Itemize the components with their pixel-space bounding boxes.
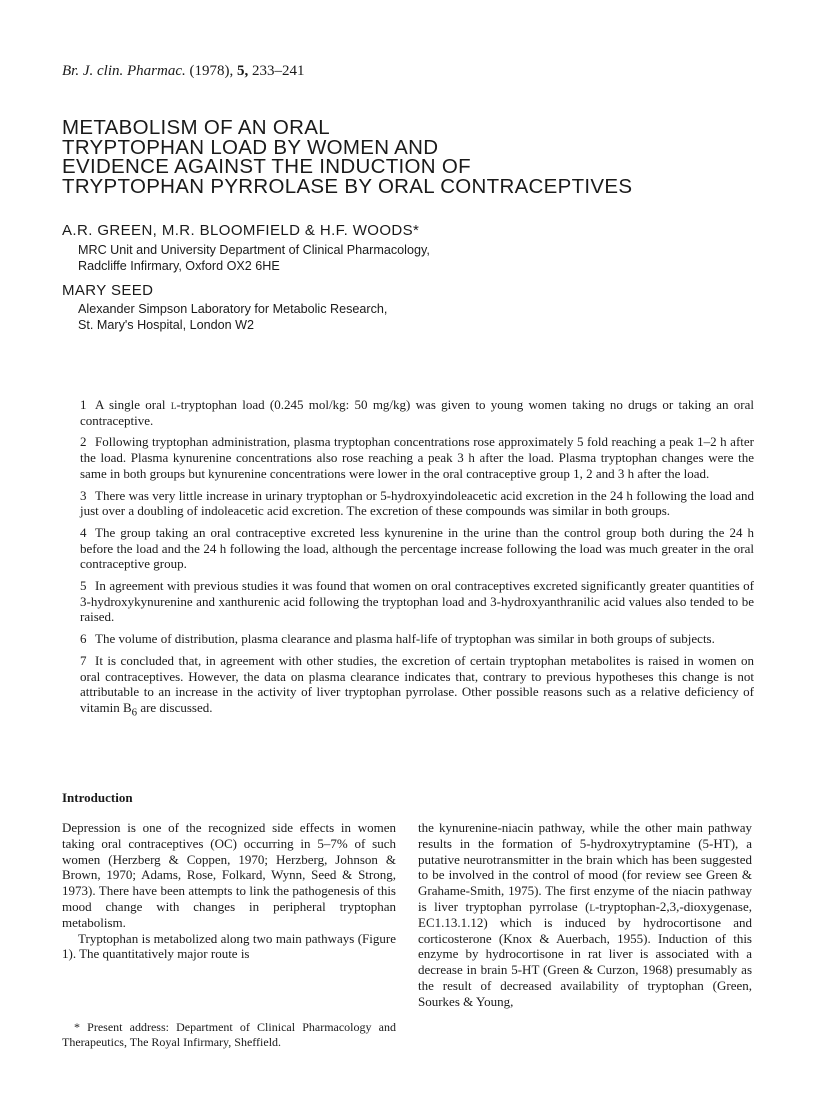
affiliation-oxford xyxy=(78,242,430,274)
summary-item xyxy=(80,653,754,721)
summary-item-text: There was very little increase in urinary tryptophan or 5-hydroxyindoleacetic acid excretion in the 24 h following the load and just over a doubling of indoleacetic acid excretion. The excretion of these compounds was similar in both groups. xyxy=(80,487,754,519)
summary-item xyxy=(80,631,754,647)
paragraph-smallcaps: l xyxy=(589,898,595,914)
summary-item-number: 1 xyxy=(80,397,87,412)
author-list: A.R. GREEN, M.R. BLOOMFIELD & H.F. WOODS* xyxy=(62,222,420,239)
paragraph: Tryptophan is metabolized along two main pathways (Figure 1). The quantitatively major route is xyxy=(62,930,396,962)
affiliation-london xyxy=(78,301,387,333)
summary-item-text: Following tryptophan administration, plasma tryptophan concentrations rose approximately 5 fold reaching a peak 1–2 h after the load. Plasma kynurenine concentrations also rose reaching a peak 3 h after the load. Plasma tryptophan changes were the same in both groups but kynurenine concentrations were lower in the oral contraceptive group 1, 2 and 3 h after the load. xyxy=(80,434,754,481)
paragraph: Depression is one of the recognized side effects in women taking oral contraceptives (OC) occurring in 5–7% of such women (Herzberg & Coppen, 1970; Herzberg, Johnson & Brown, 1970; Adams, Rose, Folkard, Wynn, Seed & Strong, 1973). There have been attempts to link the pathogenesis of this mood change with changes in peripheral tryptophan metabolism. xyxy=(62,820,396,930)
affiliation-line: MRC Unit and University Department of Clinical Pharmacology, xyxy=(78,243,430,257)
summary-item-number: 5 xyxy=(80,578,87,594)
text-column-left xyxy=(62,820,396,962)
summary-item-subscript: 6 xyxy=(131,706,138,719)
summary-item-text: It is concluded that, in agreement with other studies, the excretion of certain tryptophan metabolites is raised in women on oral contraceptives. However, the data on plasma clearance indicates that, contrary to previous hypotheses this change is not attributable to an increase in the activity of liver tryptophan pyrrolase. Other possible reasons such as a relative deficiency of vitamin B xyxy=(80,652,754,715)
journal-name: Br. J. clin. Pharmac. xyxy=(62,63,186,79)
affiliation-line: Alexander Simpson Laboratory for Metabolic Research, xyxy=(78,302,388,316)
summary-item xyxy=(80,434,754,481)
title-line: TRYPTOPHAN PYRROLASE BY ORAL CONTRACEPTIVES xyxy=(62,174,633,198)
paragraph-text: the kynurenine-niacin pathway, while the other main pathway results in the formation of 5-hydroxytryptamine (5-HT), a putative neurotransmitter in the brain which has been suggested to be involved in the control of mood (for review see Green & Grahame-Smith, 1975). The first enzyme of the niacin pathway is liver tryptophan pyrrolase ( xyxy=(418,820,752,914)
text-column-right xyxy=(418,820,752,1010)
affiliation-line: St. Mary's Hospital, London W2 xyxy=(78,318,254,332)
journal-pages: 233–241 xyxy=(251,63,305,79)
paragraph-text: -tryptophan-2,3,-dioxygenase, EC1.13.1.12) which is induced by hydrocortisone and corticosterone (Knox & Auerbach, 1955). Induction of this enzyme by hydrocortisone in rat liver is associated with a decrease in brain 5-HT (Green & Curzon, 1968) presumably as the result of decreased availability of tryptophan (Green, Sourkes & Young, xyxy=(418,898,752,1009)
summary-item-number: 7 xyxy=(80,652,87,668)
summary-item-text: In agreement with previous studies it was found that women on oral contraceptives excreted significantly greater quantities of 3-hydroxykynurenine and xanthurenic acid following the tryptophan load and 3-hydroxyanthranilic acid values also tended to be raised. xyxy=(80,578,754,625)
paragraph xyxy=(418,820,752,1010)
summary-item-number: 6 xyxy=(80,631,87,647)
summary-item xyxy=(80,397,754,428)
summary-item xyxy=(80,525,754,572)
summary-item xyxy=(80,488,754,519)
affiliation-line: Radcliffe Infirmary, Oxford OX2 6HE xyxy=(78,259,280,273)
summary-item-text: The volume of distribution, plasma clearance and plasma half-life of tryptophan was similar in both groups of subjects. xyxy=(95,631,715,647)
summary-item-number: 4 xyxy=(80,524,87,540)
title-line: TRYPTOPHAN LOAD BY WOMEN AND xyxy=(62,135,439,159)
summary-item-text: The group taking an oral contraceptive excreted less kynurenine in the urine than the control group both during the 24 h before the load and the 24 h following the load, although the percentage increase following the load was much greater in the oral contraceptive group. xyxy=(80,524,754,572)
summary-item-number: 3 xyxy=(80,487,87,503)
summary-item-text: -tryptophan load (0.245 mol/kg: 50 mg/kg) was given to young women taking no drugs or taking an oral contraceptive. xyxy=(80,397,755,428)
section-heading-introduction: Introduction xyxy=(62,790,133,805)
journal-citation xyxy=(62,63,304,80)
author-second-group: MARY SEED xyxy=(62,282,154,299)
summary-item-smallcaps: l xyxy=(170,397,177,412)
summary-item xyxy=(80,578,754,625)
summary-item-number: 2 xyxy=(80,434,87,450)
summary-item-text-pre: A single oral xyxy=(95,397,171,412)
article-title xyxy=(62,118,632,196)
journal-volume: 5, xyxy=(236,63,249,79)
summary-item-text-post: are discussed. xyxy=(137,699,213,715)
title-line: METABOLISM OF AN ORAL xyxy=(62,116,330,139)
summary xyxy=(80,397,754,727)
footnote: * Present address: Department of Clinical Pharmacology and Therapeutics, The Royal Infirmary, Sheffield. xyxy=(62,1020,396,1049)
journal-year: (1978), xyxy=(189,63,234,79)
title-line: EVIDENCE AGAINST THE INDUCTION OF xyxy=(62,155,471,178)
